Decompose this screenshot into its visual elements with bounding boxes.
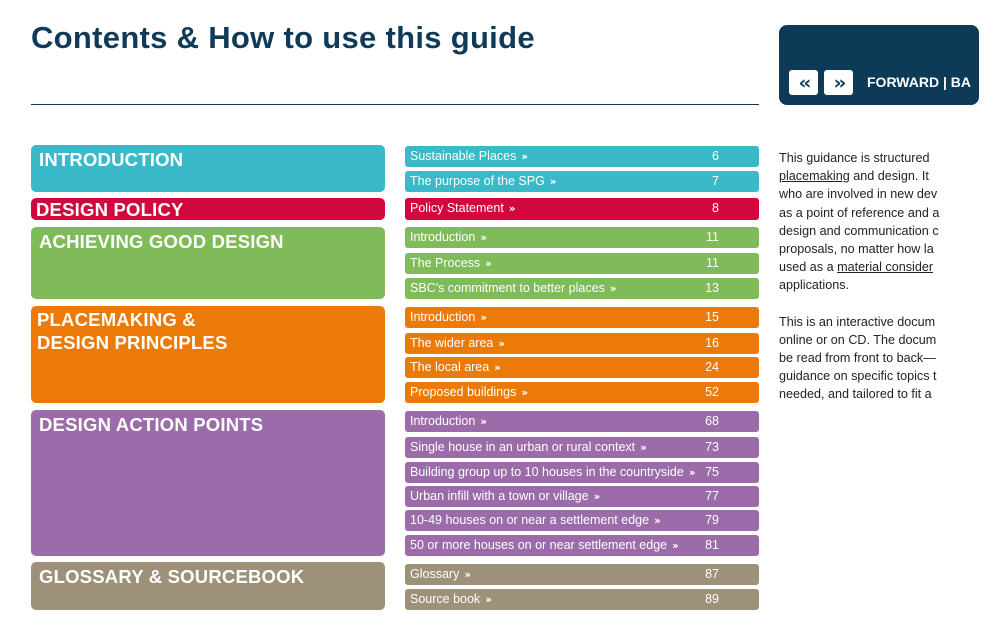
row-page-number: 52 (705, 385, 719, 399)
row-label: Sustainable Places (410, 149, 517, 163)
chevron-right-icon: ›› (654, 515, 659, 527)
row-label: 10-49 houses on or near a settlement edge (410, 513, 650, 527)
row-label: Glossary (410, 567, 460, 581)
contents-row[interactable] (405, 198, 759, 220)
chevron-right-icon: ›› (480, 416, 485, 428)
chevron-right-icon: ›› (521, 151, 526, 163)
row-page-number: 68 (705, 414, 719, 428)
section-title: INTRODUCTION (39, 149, 184, 170)
row-label: Introduction (410, 230, 476, 244)
text-line: be read from front to back— (779, 351, 936, 366)
material-consideration-link[interactable]: material consider (837, 260, 934, 275)
contents-row[interactable] (405, 411, 759, 432)
chevron-right-icon: ›› (688, 467, 694, 479)
chevron-right-icon: ›› (485, 594, 490, 606)
page-title: Contents & How to use this guide (31, 20, 535, 55)
chevron-right-icon: ›› (672, 540, 677, 552)
row-label: The wider area (410, 336, 494, 350)
section-title: ACHIEVING GOOD DESIGN (39, 231, 284, 252)
row-page-number: 11 (706, 256, 719, 270)
row-label: Single house in an urban or rural context (410, 440, 636, 454)
contents-row[interactable] (405, 462, 759, 483)
row-page-number: 15 (705, 310, 719, 324)
text-line: This guidance is structured (779, 151, 930, 165)
row-page-number: 16 (705, 336, 719, 350)
contents-row[interactable] (405, 382, 759, 403)
text-line: used as a material consider (779, 260, 934, 275)
contents-row[interactable] (405, 253, 759, 274)
intro-text (779, 149, 999, 422)
contents-row[interactable] (405, 535, 759, 556)
section-glossary-sourcebook[interactable] (31, 562, 385, 610)
chevron-right-icon: ›› (498, 338, 504, 350)
row-page-number: 79 (705, 513, 719, 527)
row-label: Introduction (410, 414, 476, 428)
row-page-number: 77 (705, 489, 719, 503)
row-page-number: 81 (705, 538, 719, 552)
contents-row[interactable] (405, 307, 759, 328)
row-page-number: 11 (706, 230, 719, 244)
contents-row[interactable] (405, 171, 759, 192)
row-page-number: 8 (712, 201, 719, 215)
section-design-action-points[interactable] (31, 410, 385, 556)
chevron-right-icon: ›› (480, 232, 485, 244)
section-title: DESIGN ACTION POINTS (39, 414, 264, 435)
section-title: GLOSSARY & SOURCEBOOK (39, 566, 305, 587)
text-line: design and communication c (779, 223, 939, 238)
chevrons-left-icon[interactable]: ‹‹ (789, 70, 818, 95)
contents-row[interactable] (405, 510, 759, 531)
text-line: who are involved in new dev (779, 187, 938, 202)
row-label: Proposed buildings (410, 385, 517, 399)
row-label: SBC's commitment to better places (410, 281, 605, 295)
contents-row[interactable] (405, 278, 759, 299)
chevron-right-icon: ›› (609, 283, 615, 295)
chevron-right-icon: ›› (640, 442, 645, 454)
text-line: guidance on specific topics t (779, 369, 937, 384)
row-page-number: 13 (705, 281, 719, 295)
paragraph (779, 149, 999, 295)
chevron-right-icon: ›› (549, 176, 555, 188)
contents-row[interactable] (405, 486, 759, 507)
row-label: The Process (410, 256, 481, 270)
section-placemaking-design-principles[interactable] (31, 306, 385, 403)
text-line: placemaking and design. It (779, 169, 929, 184)
section-title: PLACEMAKING & DESIGN PRINCIPLES (37, 309, 228, 353)
contents-row[interactable] (405, 357, 759, 378)
text-line: This is an interactive docum (779, 314, 936, 329)
chevron-right-icon: ›› (508, 203, 514, 215)
row-label: Source book (410, 592, 481, 606)
section-title: DESIGN POLICY (36, 199, 184, 220)
section-design-policy[interactable] (31, 198, 385, 220)
row-label: The local area (410, 360, 490, 374)
row-label: Urban infill with a town or village (410, 489, 589, 503)
row-page-number: 6 (712, 149, 719, 163)
text-line: online or on CD. The docum (779, 332, 937, 347)
chevron-right-icon: ›› (485, 258, 490, 270)
row-label: Introduction (410, 310, 476, 324)
row-page-number: 73 (705, 440, 719, 454)
row-page-number: 75 (705, 465, 719, 479)
row-page-number: 24 (705, 360, 719, 374)
chevron-right-icon: ›› (593, 491, 599, 503)
row-label: Building group up to 10 houses in the countryside (410, 465, 684, 479)
section-introduction[interactable] (31, 145, 385, 192)
chevron-right-icon: ›› (480, 312, 485, 324)
row-page-number: 7 (712, 174, 719, 188)
section-achieving-good-design[interactable] (31, 227, 385, 299)
text-line: proposals, no matter how la (779, 242, 934, 257)
text-line: applications. (779, 278, 850, 293)
row-label: 50 or more houses on or near settlement edge (410, 538, 668, 552)
contents-row[interactable] (405, 589, 759, 610)
row-page-number: 89 (705, 592, 719, 606)
contents-row[interactable] (405, 437, 759, 458)
text-line: needed, and tailored to fit a (779, 387, 932, 402)
nav-label: FORWARD | BA (867, 74, 971, 90)
contents-row[interactable] (405, 227, 759, 248)
row-page-number: 87 (705, 567, 719, 581)
paragraph (779, 313, 999, 404)
chevron-right-icon: ›› (494, 362, 499, 374)
row-label: The purpose of the SPG (410, 174, 545, 188)
contents-row[interactable] (405, 333, 759, 354)
title-divider (31, 104, 759, 105)
placemaking-link[interactable]: placemaking (779, 169, 850, 184)
row-label: Policy Statement (410, 201, 504, 215)
text-line: as a point of reference and a (779, 205, 940, 220)
chevron-right-icon: ›› (521, 387, 526, 399)
chevrons-right-icon[interactable]: ›› (824, 70, 853, 95)
contents-row[interactable] (405, 146, 759, 167)
chevron-right-icon: ›› (464, 569, 469, 581)
contents-row[interactable] (405, 564, 759, 585)
